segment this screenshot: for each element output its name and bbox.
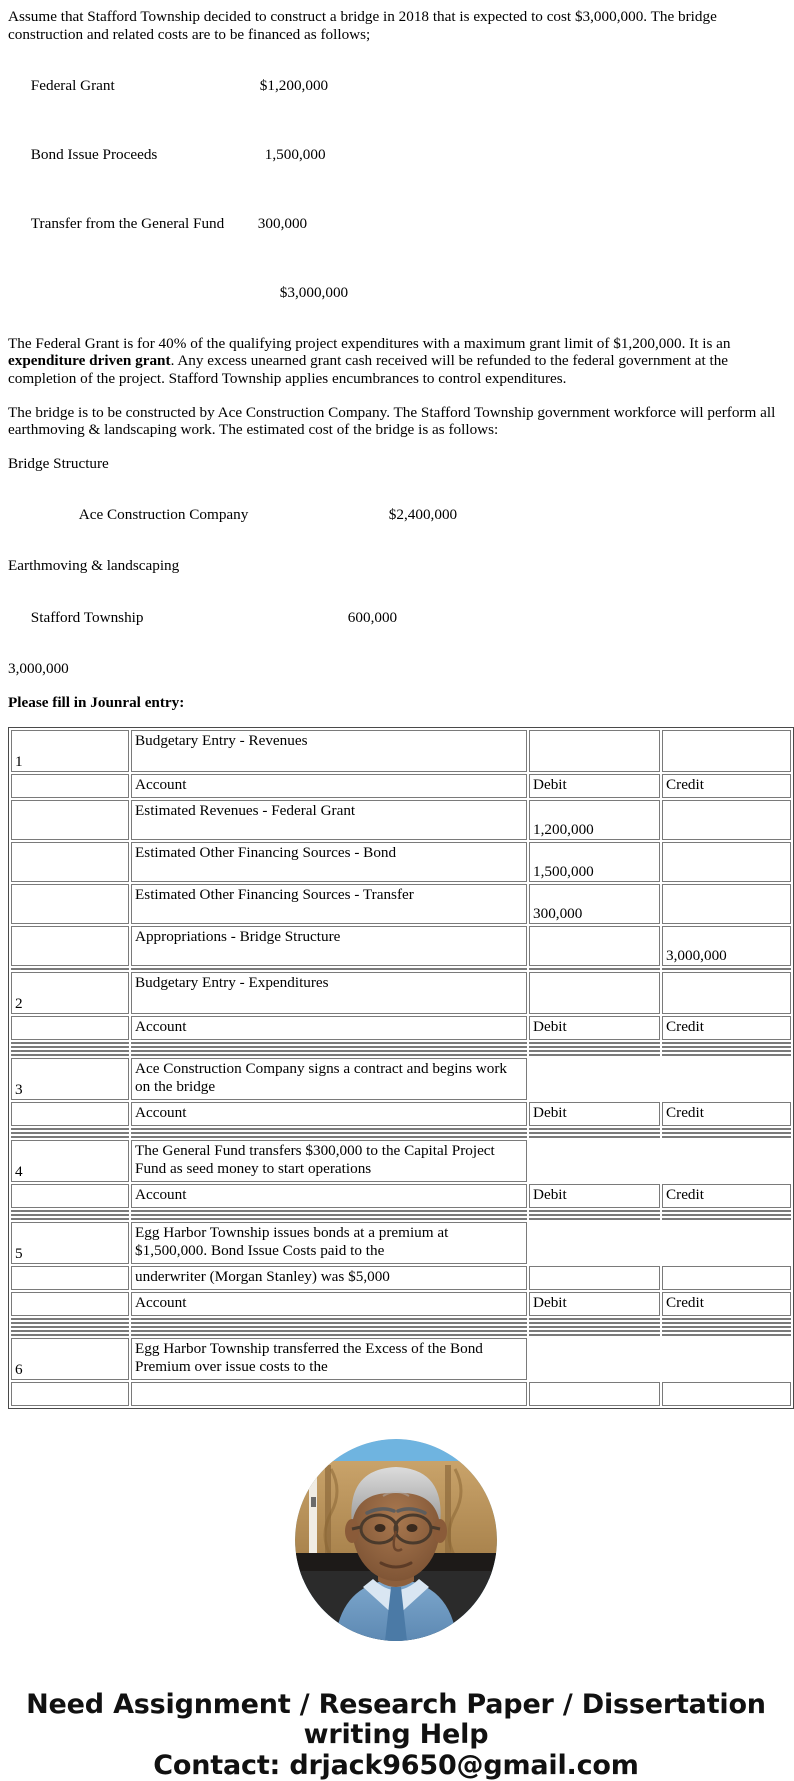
table-spacer-row [11,1318,791,1320]
entry-description: Ace Construction Company signs a contract and begins work on the bridge [131,1058,527,1100]
entry-debit-blank[interactable] [529,730,660,772]
spacer-cell [529,1128,660,1130]
spacer-cell [662,1210,791,1212]
spacer-cell [131,1318,527,1320]
spacer-cell [11,1292,129,1316]
portrait-section [8,1439,784,1646]
journal-entry-table [8,727,794,1409]
prose-section [8,8,784,711]
spacer-cell [529,1334,660,1336]
intro-paragraph: Assume that Stafford Township decided to construct a bridge in 2018 that is expected to cost $3,000,000. The bridge construction and related costs are to be financed as follows; [8,8,717,43]
cost-label: Ace Construction Company [78,506,249,524]
table-spacer-row [11,968,791,970]
construction-paragraph: The bridge is to be constructed by Ace Construction Company. The Stafford Township government workforce will perform all earthmoving & landscaping work. The estimated cost of the bridge is as follows: [8,403,776,439]
column-header-debit: Debit [529,1102,660,1126]
spacer-cell [131,1054,527,1056]
financing-line [8,128,784,181]
entry-number-blank [11,842,129,882]
table-row[interactable] [11,800,791,840]
column-header-credit: Credit [662,1184,791,1208]
entry-credit-blank[interactable] [662,1266,791,1290]
line-debit[interactable]: 300,000 [529,884,660,924]
spacer-cell [529,1318,660,1320]
entry-number: 1 [11,730,129,772]
spacer-cell [529,1322,660,1324]
column-header-credit-clipped [662,1382,791,1406]
spacer-cell [662,1330,791,1332]
spacer-cell [11,1210,129,1212]
spacer-cell [11,1184,129,1208]
spacer-cell [662,1132,791,1134]
column-header-debit: Debit [529,1184,660,1208]
table-row[interactable] [11,1266,791,1290]
spacer-cell [11,1046,129,1048]
table-row-header [11,1382,791,1406]
spacer-cell [529,1042,660,1044]
table-spacer-row [11,1132,791,1134]
entry-number: 2 [11,972,129,1014]
entry-debit-empty [529,1222,660,1264]
promo-line-1: Need Assignment / Research Paper / Dissertation [26,1689,766,1721]
spacer-cell [131,1128,527,1130]
financing-line [8,197,784,250]
table-spacer-row [11,1042,791,1044]
grant-paragraph [8,335,784,388]
entry-debit-blank[interactable] [529,1266,660,1290]
entry-credit-blank[interactable] [662,730,791,772]
entry-debit-empty [529,1058,660,1100]
spacer-cell [11,1054,129,1056]
financing-label: Bond Issue Proceeds [30,145,158,163]
table-row[interactable] [11,1338,791,1380]
spacer-cell [662,1334,791,1336]
cost-total: 3,000,000 [8,659,69,677]
entry-description: Budgetary Entry - Expenditures [131,972,527,1014]
spacer-cell [662,1326,791,1328]
spacer-cell [529,1218,660,1220]
spacer-cell [662,968,791,970]
spacer-cell [131,1334,527,1336]
spacer-cell [11,968,129,970]
table-spacer-row [11,1330,791,1332]
entry-description-continued: underwriter (Morgan Stanley) was $5,000 [131,1266,527,1290]
spacer-cell [131,1326,527,1328]
line-credit[interactable]: 3,000,000 [662,926,791,966]
spacer-cell [529,1330,660,1332]
spacer-cell [11,1136,129,1138]
spacer-cell [529,1326,660,1328]
entry-number-blank [11,800,129,840]
table-row[interactable] [11,730,791,772]
spacer-cell [11,1050,129,1052]
table-spacer-row [11,1128,791,1130]
column-header-credit: Credit [662,1016,791,1040]
spacer-cell [11,1334,129,1336]
table-spacer-row [11,1214,791,1216]
financing-amount: $1,200,000 [259,76,329,94]
column-header-credit: Credit [662,774,791,798]
table-row[interactable] [11,1058,791,1100]
table-row[interactable] [11,884,791,924]
cost-amount: 600,000 [347,608,398,626]
entry-number: 6 [11,1338,129,1380]
spacer-cell [131,1046,527,1048]
table-spacer-row [11,1326,791,1328]
spacer-cell [11,1042,129,1044]
line-credit[interactable] [662,884,791,924]
table-spacer-row [11,1050,791,1052]
column-header-credit: Credit [662,1102,791,1126]
line-debit[interactable]: 1,500,000 [529,842,660,882]
line-debit[interactable] [529,926,660,966]
entry-number-blank [11,1266,129,1290]
spacer-cell [131,1218,527,1220]
entry-number-blank [11,884,129,924]
spacer-cell [529,1136,660,1138]
spacer-cell [131,1210,527,1212]
grant-text-1: The Federal Grant is for 40% of the qualifying project expenditures with a maximum grant limit of $1,200,000. It is an [8,334,731,352]
spacer-cell [11,774,129,798]
spacer-cell [662,1318,791,1320]
spacer-cell [11,1318,129,1320]
table-spacer-row [11,1322,791,1324]
financing-total-line [8,266,784,319]
spacer-cell [529,1132,660,1134]
spacer-cell [662,1046,791,1048]
entry-description: The General Fund transfers $300,000 to the Capital Project Fund as seed money to start operations [131,1140,527,1182]
table-row[interactable] [11,1222,791,1264]
spacer-cell [11,1330,129,1332]
spacer-cell [662,1218,791,1220]
entry-debit-blank[interactable] [529,972,660,1014]
spacer-cell [529,968,660,970]
table-row[interactable] [11,926,791,966]
grant-text-bold: expenditure driven grant [8,352,171,370]
table-spacer-row [11,1054,791,1056]
table-row[interactable] [11,972,791,1014]
spacer-cell [529,1214,660,1216]
line-debit[interactable]: 1,200,000 [529,800,660,840]
entry-description: Budgetary Entry - Revenues [131,730,527,772]
spacer-cell [131,1136,527,1138]
spacer-cell [131,1050,527,1052]
spacer-cell [662,1322,791,1324]
column-header-debit-clipped [529,1382,660,1406]
cost-amount: $2,400,000 [388,506,458,524]
financing-amount: 1,500,000 [264,145,326,163]
spacer-cell [11,1128,129,1130]
spacer-cell [11,1132,129,1134]
spacer-cell [529,1210,660,1212]
financing-line [8,59,784,112]
financing-total: $3,000,000 [279,283,349,301]
table-spacer-row [11,1136,791,1138]
promo-line-2: writing Help [303,1719,489,1751]
spacer-cell [131,1132,527,1134]
table-row-header [11,1292,791,1316]
entry-debit-empty [529,1140,660,1182]
grant-text-2: . Any excess unearned grant cash received will be refunded to the federal government at the completion of the project. Stafford Township applies encumbrances to control expenditures. [8,352,729,387]
cost-heading-earthmoving: Earthmoving & landscaping [8,557,180,575]
column-header-credit: Credit [662,1292,791,1316]
table-row-header [11,1016,791,1040]
spacer-cell [662,1042,791,1044]
entry-description: Egg Harbor Township issues bonds at a premium at $1,500,000. Bond Issue Costs paid to the [131,1222,527,1264]
line-credit[interactable] [662,842,791,882]
table-row-header [11,774,791,798]
table-row-header [11,1102,791,1126]
column-header-debit: Debit [529,1016,660,1040]
cost-line-stafford [8,591,784,644]
spacer-cell [529,1046,660,1048]
entry-description: Egg Harbor Township transferred the Excess of the Bond Premium over issue costs to the [131,1338,527,1380]
entry-credit-empty [662,1222,791,1264]
financing-label: Transfer from the General Fund [30,214,225,232]
spacer-cell [11,1102,129,1126]
entry-credit-blank[interactable] [662,972,791,1014]
column-header-account: Account [131,1292,527,1316]
financing-amount: 300,000 [257,214,308,232]
financing-label: Federal Grant [30,76,115,94]
spacer-cell [662,1136,791,1138]
column-header-account: Account [131,1016,527,1040]
instructor-avatar [295,1439,497,1641]
entry-debit-empty [529,1338,660,1380]
spacer-cell [11,1016,129,1040]
table-spacer-row [11,1218,791,1220]
column-header-debit: Debit [529,774,660,798]
line-credit[interactable] [662,800,791,840]
cost-label: Stafford Township [30,608,144,626]
line-account: Estimated Revenues - Federal Grant [131,800,527,840]
spacer-cell [131,1042,527,1044]
spacer-cell [131,1330,527,1332]
table-spacer-row [11,1334,791,1336]
spacer-cell [529,1054,660,1056]
entry-credit-empty [662,1338,791,1380]
line-account: Estimated Other Financing Sources - Bond [131,842,527,882]
spacer-cell [662,1050,791,1052]
spacer-cell [11,1382,129,1406]
spacer-cell [11,1214,129,1216]
line-account: Estimated Other Financing Sources - Transfer [131,884,527,924]
line-account: Appropriations - Bridge Structure [131,926,527,966]
table-row[interactable] [11,842,791,882]
entry-number-blank [11,926,129,966]
promo-line-3: Contact: drjack9650@gmail.com [153,1749,639,1781]
table-row[interactable] [11,1140,791,1182]
table-row-header [11,1184,791,1208]
journal-table-wrapper [8,727,784,1409]
spacer-cell [11,1322,129,1324]
spacer-cell [662,1214,791,1216]
column-header-debit: Debit [529,1292,660,1316]
spacer-cell [11,1218,129,1220]
table-spacer-row [11,1046,791,1048]
column-header-account: Account [131,1184,527,1208]
entry-number: 3 [11,1058,129,1100]
cost-heading-bridge-structure: Bridge Structure [8,454,109,472]
spacer-cell [131,968,527,970]
cost-line-ace [8,489,784,542]
portrait-image [295,1439,497,1641]
spacer-cell [662,1128,791,1130]
spacer-cell [529,1050,660,1052]
entry-credit-empty [662,1058,791,1100]
entry-credit-empty [662,1140,791,1182]
table-spacer-row [11,1210,791,1212]
spacer-cell [131,1214,527,1216]
column-header-account: Account [131,774,527,798]
spacer-cell [662,1054,791,1056]
column-header-account: Account [131,1102,527,1126]
spacer-cell [11,1326,129,1328]
spacer-cell [131,1322,527,1324]
promo-block [8,1690,784,1781]
entry-number: 4 [11,1140,129,1182]
column-header-account-clipped [131,1382,527,1406]
table-title: Please fill in Jounral entry: [8,693,185,711]
entry-number: 5 [11,1222,129,1264]
